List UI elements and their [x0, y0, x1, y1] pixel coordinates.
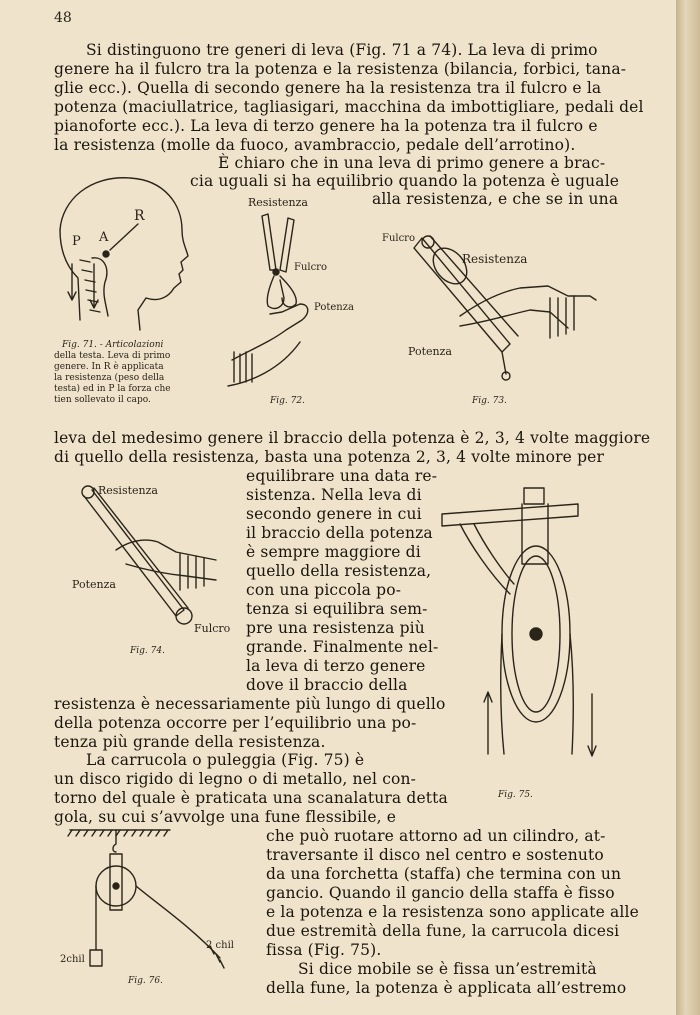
- text-line: che può ruotare attorno ad un cilindro, at-: [266, 827, 606, 845]
- fig72-label-potenza: Potenza: [314, 302, 354, 313]
- text-line: tenza si equilibra sem-: [246, 600, 428, 618]
- fig73-lever-press-illustration: [400, 226, 610, 386]
- text-line: leva del medesimo genere il braccio della potenza è 2, 3, 4 volte maggiore: [54, 429, 651, 447]
- text-line: sistenza. Nella leva di: [246, 486, 422, 504]
- fig74-label-potenza: Potenza: [72, 578, 116, 591]
- text-line: un disco rigido di legno o di metallo, nel con-: [54, 770, 417, 788]
- fig72-label-resistenza: Resistenza: [248, 196, 308, 209]
- text-line: di quello della resistenza, basta una potenza 2, 3, 4 volte minore per: [54, 448, 605, 466]
- fig76-label-left-weight: 2chil: [60, 954, 85, 965]
- text-line: genere ha il fulcro tra la potenza e la resistenza (bilancia, forbici, tana-: [54, 60, 627, 78]
- fig71-caption-line: della testa. Leva di primo: [54, 351, 171, 361]
- text-line: Si distinguono tre generi di leva (Fig. 71 a 74). La leva di primo: [86, 41, 598, 59]
- page-edge: [676, 0, 700, 1015]
- fig73-caption: Fig. 73.: [472, 396, 507, 406]
- fig71-caption-line: genere. In R è applicata: [54, 362, 164, 372]
- fig73-label-resistenza: Resistenza: [462, 252, 528, 266]
- fig73-label-potenza: Potenza: [408, 345, 452, 358]
- fig71-head-illustration: [50, 170, 200, 340]
- text-line: pre una resistenza più: [246, 619, 425, 637]
- fig72-scissors-illustration: [210, 210, 320, 390]
- text-line: cia uguali si ha equilibrio quando la potenza è uguale: [190, 172, 620, 190]
- fig71-caption-line: la resistenza (peso della: [54, 373, 165, 383]
- text-line: resistenza è necessariamente più lungo di quello: [54, 695, 446, 713]
- fig72-label-fulcro: Fulcro: [294, 262, 327, 273]
- text-line: è sempre maggiore di: [246, 543, 421, 561]
- fig74-tongs-illustration: [76, 480, 236, 630]
- text-line: grande. Finalmente nel-: [246, 638, 439, 656]
- text-line: potenza (maciullatrice, tagliasigari, macchina da imbottigliare, pedali del: [54, 98, 644, 116]
- text-line: della fune, la potenza è applicata all’estremo: [266, 979, 627, 997]
- fig76-pulley-weights-illustration: [60, 826, 240, 996]
- text-line: il braccio della potenza: [246, 524, 433, 542]
- text-line: due estremità della fune, la carrucola dicesi: [266, 922, 620, 940]
- fig76-label-right-weight: 2 chil: [206, 940, 234, 951]
- page-number: 48: [54, 10, 72, 26]
- fig71-caption-line: testa) ed in P la forza che: [54, 384, 171, 394]
- text-line: da una forchetta (staffa) che termina con un: [266, 865, 622, 883]
- text-line: La carrucola o puleggia (Fig. 75) è: [86, 751, 365, 769]
- fig71-caption-line: Fig. 71. - Articolazioni: [62, 340, 164, 350]
- fig76-caption: Fig. 76.: [128, 976, 163, 986]
- fig75-caption: Fig. 75.: [498, 790, 533, 800]
- text-line: tenza più grande della resistenza.: [54, 733, 326, 751]
- fig71-label-p: P: [72, 234, 81, 249]
- text-line: della potenza occorre per l’equilibrio una po-: [54, 714, 417, 732]
- fig74-label-resistenza: Resistenza: [98, 484, 158, 497]
- text-line: glie ecc.). Quella di secondo genere ha la resistenza tra il fulcro e la: [54, 79, 602, 97]
- fig71-label-a: A: [99, 230, 109, 245]
- fig71-caption-line: tien sollevato il capo.: [54, 395, 151, 405]
- text-line: fissa (Fig. 75).: [266, 941, 382, 959]
- fig72-caption: Fig. 72.: [270, 396, 305, 406]
- text-line: pianoforte ecc.). La leva di terzo genere ha la potenza tra il fulcro e: [54, 117, 598, 135]
- text-line: secondo genere in cui: [246, 505, 422, 523]
- text-line: la resistenza (molle da fuoco, avambraccio, pedale dell’arrotino).: [54, 136, 576, 154]
- text-line: dove il braccio della: [246, 676, 408, 694]
- fig74-caption: Fig. 74.: [130, 646, 165, 656]
- fig75-pulley-illustration: [440, 484, 580, 784]
- text-line: torno del quale è praticata una scanalatura detta: [54, 789, 448, 807]
- text-line: gola, su cui s’avvolge una fune flessibile, e: [54, 808, 397, 826]
- text-line: gancio. Quando il gancio della staffa è fisso: [266, 884, 615, 902]
- fig71-label-r: R: [134, 208, 145, 224]
- text-line: È chiaro che in una leva di primo genere a brac-: [218, 154, 606, 172]
- text-line: Si dice mobile se è fissa un’estremità: [298, 960, 597, 978]
- fig74-label-fulcro: Fulcro: [194, 622, 231, 635]
- text-line: con una piccola po-: [246, 581, 402, 599]
- fig73-label-fulcro: Fulcro: [382, 233, 415, 244]
- text-line: traversante il disco nel centro e sostenuto: [266, 846, 604, 864]
- text-line: equilibrare una data re-: [246, 467, 438, 485]
- text-line: e la potenza e la resistenza sono applicate alle: [266, 903, 639, 921]
- text-line: alla resistenza, e che se in una: [372, 190, 619, 208]
- text-line: la leva di terzo genere: [246, 657, 426, 675]
- text-line: quello della resistenza,: [246, 562, 432, 580]
